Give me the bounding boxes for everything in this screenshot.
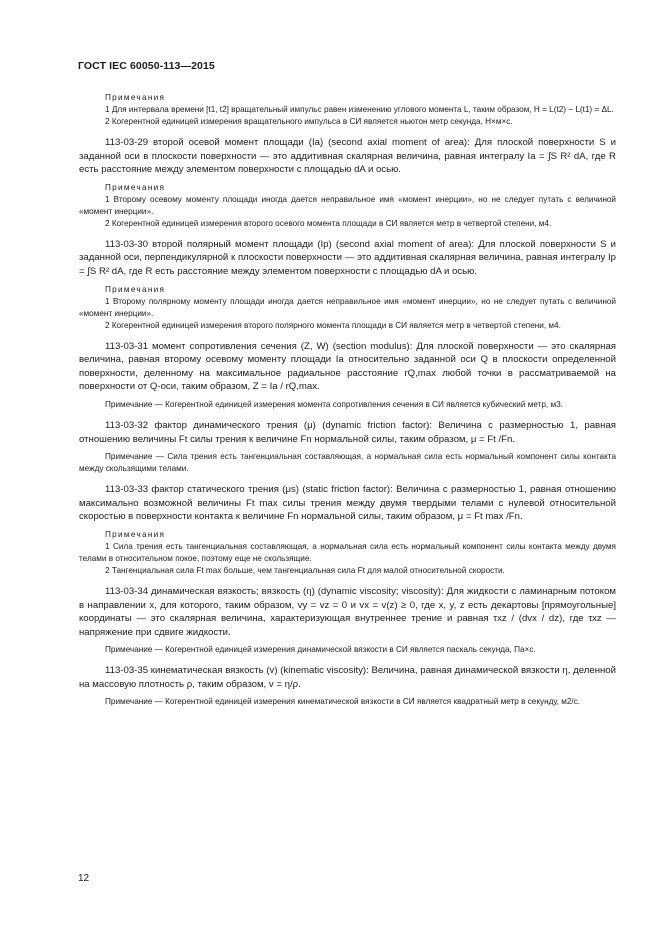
note-item: 2 Когерентной единицей измерения вращательного импульса в СИ является ньютон метр секунда, Н×м×с. <box>105 117 513 126</box>
notes-label: Примечания <box>105 284 166 294</box>
term-entry: 113-03-31 момент сопротивления сечения (Z, W) (section modulus): Для плоской поверхности — это скалярная величина, равная второму осевому моменту площади Ia относительно заданной оси Q в плоскости определенной поверхности, деленному на максимальное радиальное расстояние rQ,max любой точки в рассматриваемой на поверхности от Q-оси, таким образом, Z = Ia / rQ,max. <box>79 340 616 393</box>
term-notes <box>79 182 616 230</box>
term-entry: 113-03-33 фактор статического трения (μs) (static friction factor): Величина с размерностью 1, равная отношению максимально возможной величины Ft max силы трения между двумя твердыми телами с нулевой относительной скоростью в поверхности контакта к величине Fn нормальной силы, таким образом, μ = Ft max /Fn. <box>79 484 616 523</box>
note-item: 1 Второму осевому моменту площади иногда дается неправильное имя «момент инерции», но не следует путать с величиной «момент инерции». <box>79 194 616 216</box>
term-entry: 113-03-32 фактор динамического трения (μ) (dynamic friction factor): Величина с размерностью 1, равная отношению величины Ft силы трения к величине Fn нормальной силы, таким образом, μ = Ft /Fn. <box>79 419 616 445</box>
page-content <box>79 92 616 708</box>
document-header: ГОСТ IEC 60050-113—2015 <box>78 60 215 72</box>
notes-top <box>79 92 616 128</box>
note-item: Примечание — Когерентной единицей измерения динамической вязкости в СИ является паскаль секунда, Па×с. <box>105 645 536 655</box>
notes-label: Примечания <box>105 529 166 539</box>
term-entry: 113-03-30 второй полярный момент площади (Ip) (second axial moment of area): Для плоской поверхности S и заданной оси, перпендикулярной к плоскости поверхности — это аддитивная скалярная величина, равная интегралу Ip = ∫S R² dA, где R есть расстояние между элементом поверхности с площадью dA и осью. <box>79 238 616 277</box>
term-notes <box>79 644 616 656</box>
term-notes <box>79 696 616 708</box>
term-entry: 113-03-34 динамическая вязкость; вязкость (η) (dynamic viscosity; viscosity): Для жидкости с ламинарным потоком в направлении x, для которого, таким образом, vy = vz = 0 и vx = v(z) ≥ 0, где x, y, z есть декартовы [прямоугольные] координаты — это скалярная величина, характеризующая внутреннее трение и равная τxz / (dvx / dz), где τxz — напряжение при сдвиге жидкости. <box>79 585 616 638</box>
note-item: 2 Когерентной единицей измерения второго полярного момента площади в СИ является метр в четвертой степени, м4. <box>105 320 561 330</box>
note-item: Примечание — Когерентной единицей измерения момента сопротивления сечения в СИ является кубический метр, м3. <box>105 399 563 409</box>
note-item: Примечание — Когерентной единицей измерения кинематической вязкости в СИ является квадратный метр в секунду, м2/с. <box>105 697 581 707</box>
notes-label: Примечания <box>105 182 166 192</box>
term-notes <box>79 451 616 475</box>
note-item: 1 Для интервала времени [t1, t2] вращательный импульс равен изменению углового момента L, таким образом, H = L(t2) − L(t1) = ΔL. <box>105 105 614 114</box>
note-item: 1 Сила трения есть тангенциальная составляющая, а нормальная сила есть нормальный компонент силы контакта между двумя телами в относительном покое, поэтому еще не скользящие. <box>79 541 616 563</box>
note-item: 2 Тангенциальная сила Ft max больше, чем тангенциальная сила Ft для малой относительной скорости. <box>105 565 505 575</box>
term-notes <box>79 284 616 332</box>
term-notes <box>79 399 616 411</box>
term-entry: 113-03-29 второй осевой момент площади (Ia) (second axial moment of area): Для плоской поверхности S и заданной оси в плоскости поверхности — это аддитивная скалярная величина, равная интегралу Ia = ∫S R² dA, где R есть расстояние между элементом поверхности с площадью dA и осью. <box>79 137 616 176</box>
note-item: 2 Когерентной единицей измерения второго осевого момента площади в СИ является метр в четвертой степени, м4. <box>105 218 552 228</box>
term-notes <box>79 529 616 577</box>
note-item: Примечание — Сила трения есть тангенциальная составляющая, а нормальная сила есть нормальный компонент силы контакта между скользящими телами. <box>79 452 616 474</box>
term-entry: 113-03-35 кинематическая вязкость (v) (kinematic viscosity): Величина, равная динамической вязкости η, деленной на массовую плотность ρ, таким образом, v = η/ρ. <box>79 665 616 690</box>
notes-label: Примечания <box>105 93 166 102</box>
page-number: 12 <box>78 873 90 884</box>
note-item: 1 Второму полярному моменту площади иногда дается неправильное имя «момент инерции», но не следует путать с величиной «момент инерции». <box>79 296 616 318</box>
